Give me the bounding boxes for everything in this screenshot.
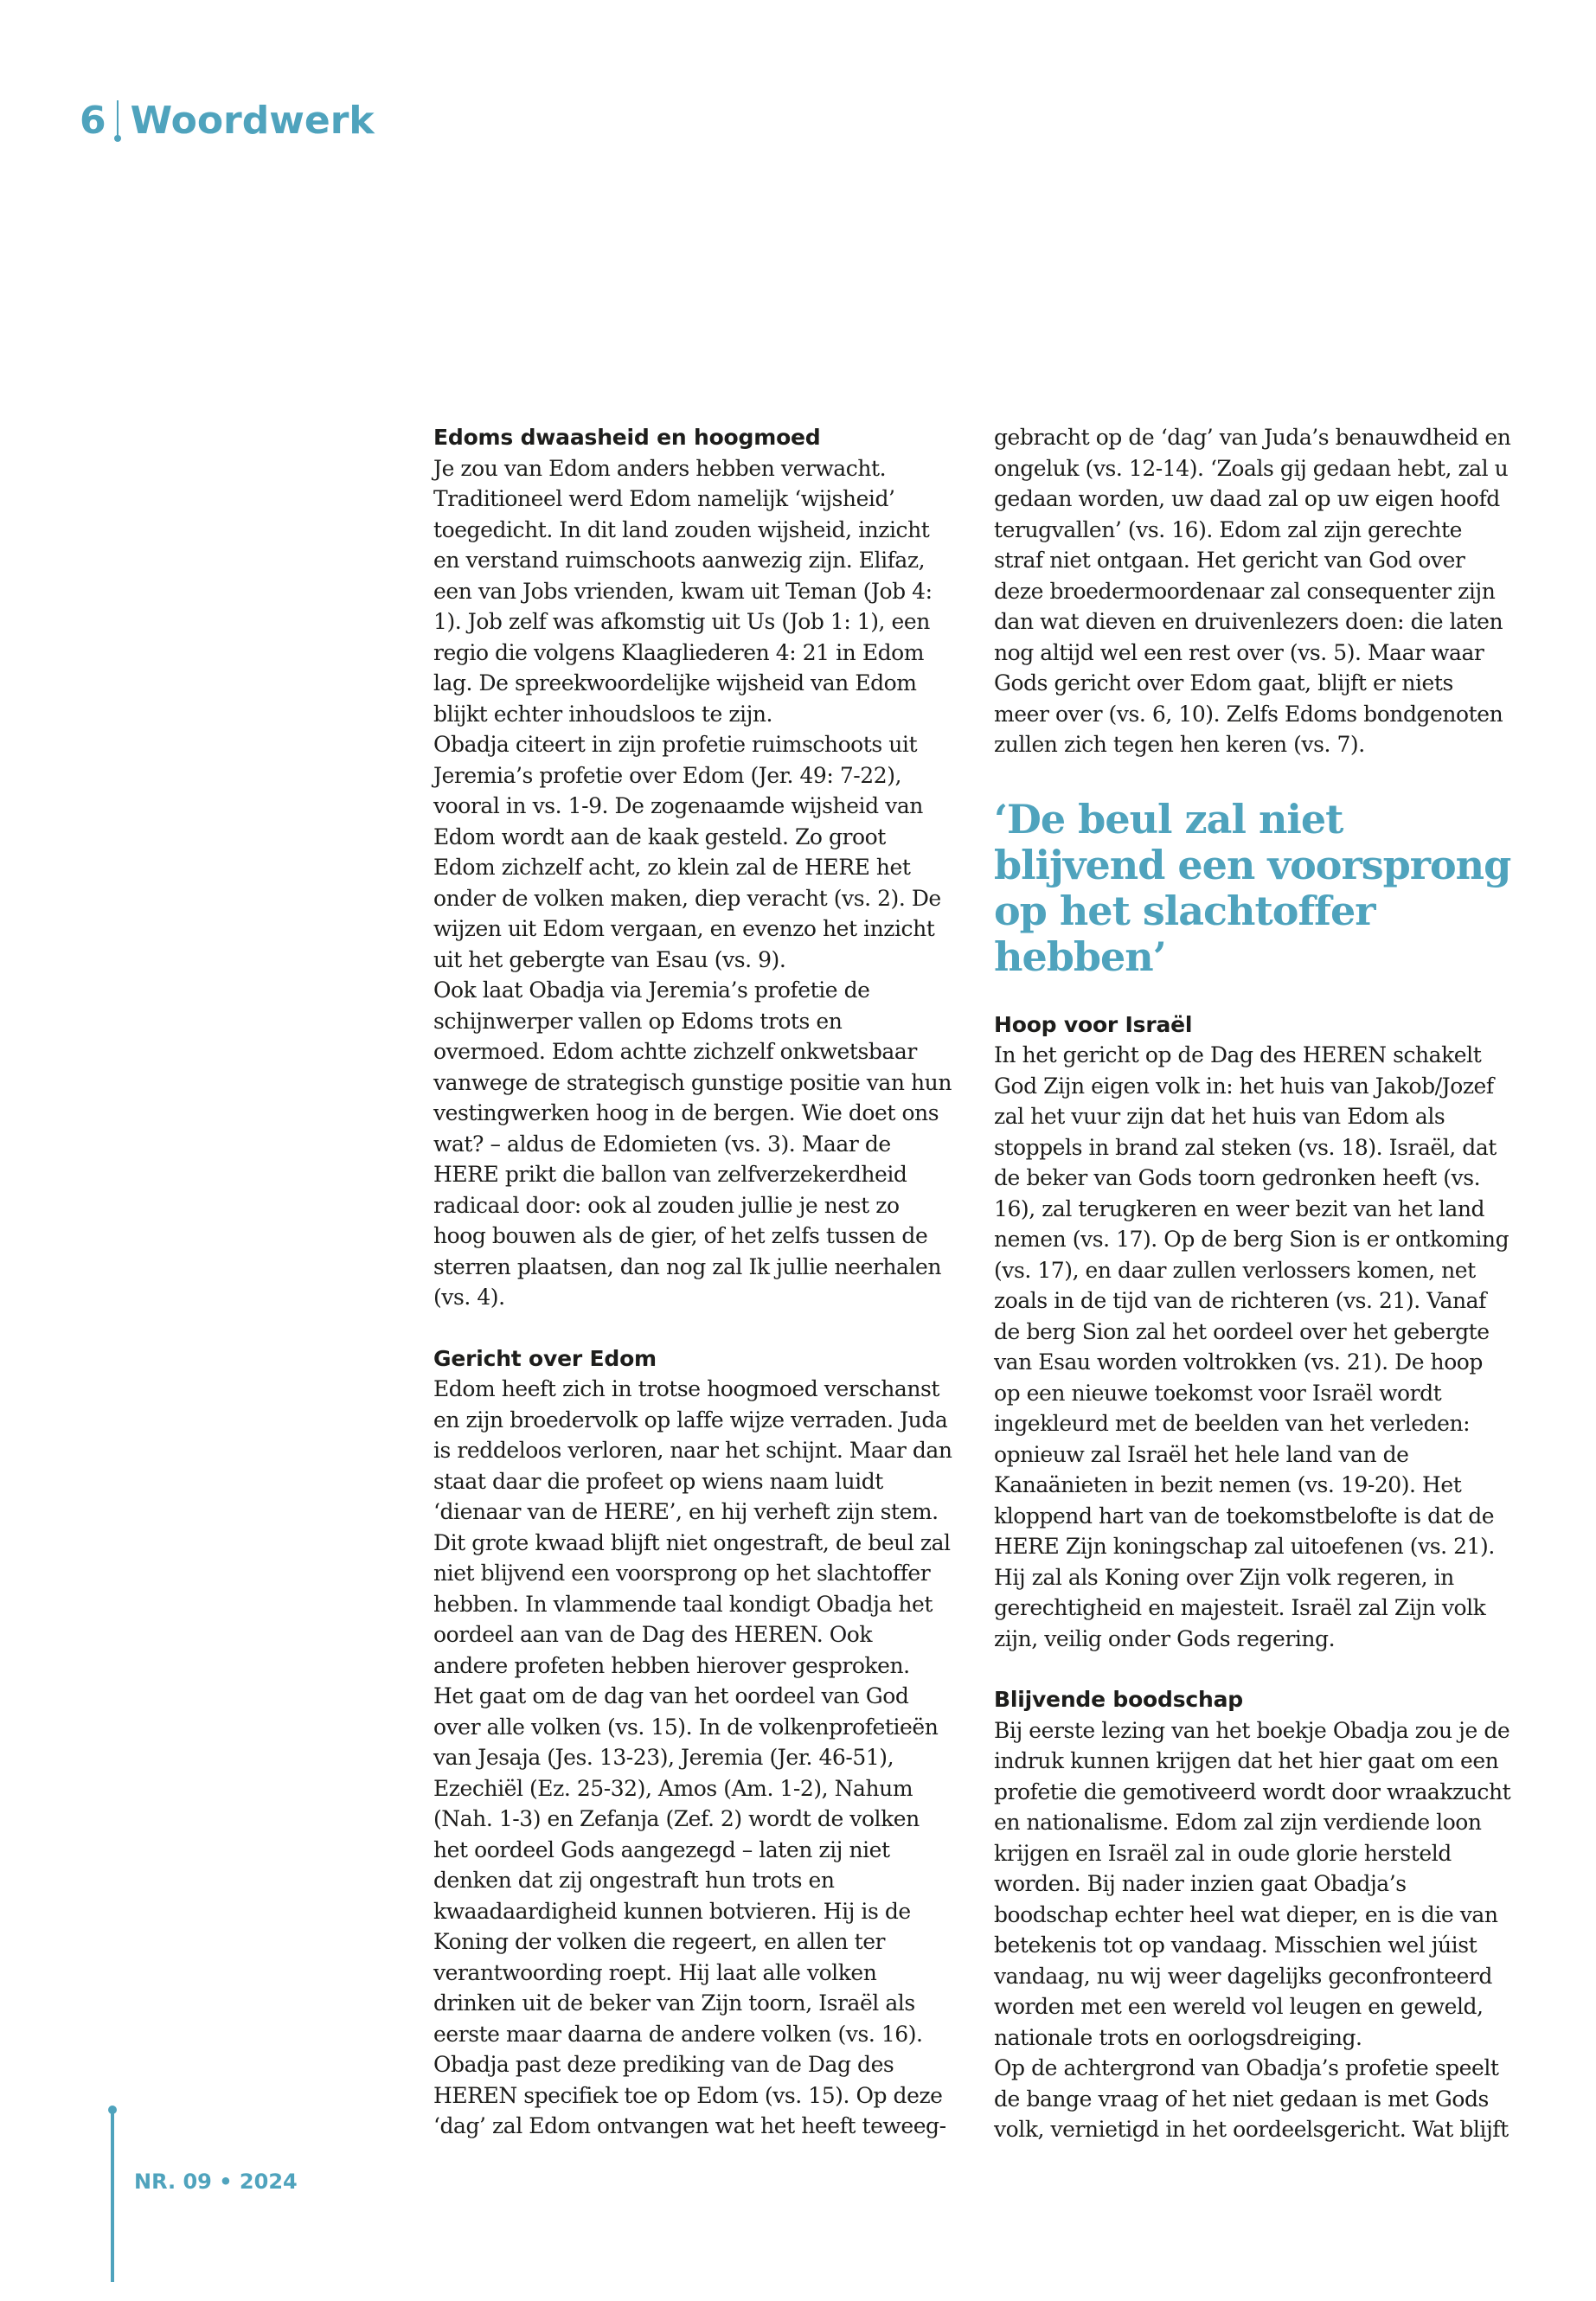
paragraph: Ook laat Obadja via Jeremia’s profetie de schijnwerper vallen op Edoms trots en overmoed. Edom achtte zichzelf onkwetsbaar vanwege de strategisch gunstige positie van hun vestingwerken hoog in de bergen. Wie doet ons wat? – aldus de Edomieten (vs. 3). Maar de HERE prikt die ballon van zelfverzekerdheid radicaal door: ook al zouden jullie je nest zo hoog bouwen als de gier, of het zelfs tussen de sterren plaatsen, dan nog zal Ik jullie neerhalen (vs. 4).: [433, 977, 952, 1310]
paragraph: Obadja past deze prediking van de Dag des HEREN specifiek toe op Edom (vs. 15). Op deze ‘dag’ zal Edom ontvangen wat het heeft teweeg-: [433, 2052, 946, 2138]
subheading-edoms-dwaasheid: Edoms dwaasheid en hoogmoed: [433, 425, 821, 450]
footer-rule: [111, 2109, 114, 2282]
paragraph: Edom heeft zich in trotse hoogmoed verschanst en zijn broedervolk op laffe wijze verraden. Juda is reddeloos verloren, naar het schijnt. Maar dan staat daar die profeet op wiens naam luidt ‘dienaar van de HERE’, en hij verheft zijn stem. Dit grote kwaad blijft niet ongestraft, de beul zal niet blijvend een voorsprong op het slachtoffer hebben. In vlammende taal kondigt Obadja het oordeel aan van de Dag des HEREN. Ook andere profeten hebben hierover gesproken. Het gaat om de dag van het oordeel van God over alle volken (vs. 15). In de volkenprofetieën van Jesaja (Jes. 13-23), Jeremia (Jer. 46-51), Ezechiël (Ez. 25-32), Amos (Am. 1-2), Nahum (Nah. 1-3) en Zefanja (Zef. 2) wordt de volken het oordeel Gods aangezegd – laten zij niet denken dat zij ongestraft hun trots en kwaadaardigheid kunnen botvieren. Hij is de Koning der volken die regeert, en allen ter verantwoording roept. Hij laat alle volken drinken uit de beker van Zijn toorn, Israël als eerste maar daarna de andere volken (vs. 16).: [433, 1376, 952, 2047]
subheading-blijvende-boodschap: Blijvende boodschap: [994, 1687, 1243, 1712]
header-divider: [108, 99, 127, 142]
subheading-hoop-voor-israel: Hoop voor Israël: [994, 1011, 1193, 1037]
issue-number: NR. 09 • 2024: [134, 2170, 298, 2194]
paragraph: Je zou van Edom anders hebben verwacht. Traditioneel werd Edom namelijk ‘wijsheid’ toegedicht. In dit land zouden wijsheid, inzicht en verstand ruimschoots aanwezig zijn. Elifaz, een van Jobs vrienden, kwam uit Teman (Job 4: 1). Job zelf was afkomstig uit Us (Job 1: 1), een regio die volgens Klaagliederen 4: 21 in Edom lag. De spreekwoordelijke wijsheid van Edom blijkt echter inhoudsloos te zijn.: [433, 455, 933, 727]
article-column-right: [994, 422, 1513, 2145]
subheading-gericht-over-edom: Gericht over Edom: [433, 1345, 657, 1371]
paragraph-gap: [433, 1313, 952, 1343]
paragraph: In het gericht op de Dag des HEREN schakelt God Zijn eigen volk in: het huis van Jakob/Jozef zal het vuur zijn dat het huis van Edom als stoppels in brand zal steken (vs. 18). Israël, dat de beker van Gods toorn gedronken heeft (vs. 16), zal terugkeren en weer bezit van het land nemen (vs. 17). Op de berg Sion is er ontkoming (vs. 17), en daar zullen verlossers komen, net zoals in de tijd van de richteren (vs. 21). Vanaf de berg Sion zal het oordeel over het gebergte van Esau worden voltrokken (vs. 21). De hoop op een nieuwe toekomst voor Israël wordt ingekleurd met de beelden van het verleden: opnieuw zal Israël het hele land van de Kanaänieten in bezit nemen (vs. 19-20). Het kloppend hart van de toekomstbelofte is dat de HERE Zijn koningschap zal uitoefenen (vs. 21). Hij zal als Koning over Zijn volk regeren, in gerechtigheid en majesteit. Israël zal Zijn volk zijn, veilig onder Gods regering.: [994, 1042, 1509, 1651]
paragraph: Bij eerste lezing van het boekje Obadja zou je de indruk kunnen krijgen dat het hier gaat om een profetie die gemotiveerd wordt door wraakzucht en nationalisme. Edom zal zijn verdiende loon krijgen en Israël zal in oude glorie hersteld worden. Bij nader inzien gaat Obadja’s boodschap echter heel wat dieper, en is die van betekenis tot op vandaag. Misschien wel júist vandaag, nu wij weer dagelijks geconfronteerd worden met een wereld vol leugen en geweld, nationale trots en oorlogsdreiging.: [994, 1717, 1511, 2050]
paragraph-gap: [994, 1654, 1513, 1684]
paragraph: Obadja citeert in zijn profetie ruimschoots uit Jeremia’s profetie over Edom (Jer. 49: 7-22), vooral in vs. 1-9. De zogenaamde wijsheid van Edom wordt aan de kaak gesteld. Zo groot Edom zichzelf acht, zo klein zal de HERE het onder de volken maken, diep veracht (vs. 2). De wijzen uit Edom vergaan, en evenzo het inzicht uit het gebergte van Esau (vs. 9).: [433, 732, 941, 972]
pull-quote: ‘De beul zal niet blijvend een voorsprong op het slachtoffer hebben’: [994, 795, 1511, 980]
page-number: 6: [80, 99, 106, 143]
paragraph: gebracht op de ‘dag’ van Juda’s benauwdheid en ongeluk (vs. 12-14). ‘Zoals gij gedaan hebt, zal u gedaan worden, uw daad zal op uw eigen hoofd terugvallen’ (vs. 16). Edom zal zijn gerechte straf niet ontgaan. Het gericht van God over deze broedermoordenaar zal consequenter zijn dan wat dieven en druivenlezers doen: die laten nog altijd wel een rest over (vs. 5). Maar waar Gods gericht over Edom gaat, blijft er niets meer over (vs. 6, 10). Zelfs Edoms bondgenoten zullen zich tegen hen keren (vs. 7).: [994, 425, 1511, 757]
page-header: [80, 97, 375, 145]
paragraph: Op de achtergrond van Obadja’s profetie speelt de bange vraag of het niet gedaan is met Gods volk, vernietigd in het oordeelsgericht. Wat blijft: [994, 2055, 1509, 2142]
article-column-left: [433, 422, 952, 2142]
section-title: Woordwerk: [130, 99, 375, 143]
